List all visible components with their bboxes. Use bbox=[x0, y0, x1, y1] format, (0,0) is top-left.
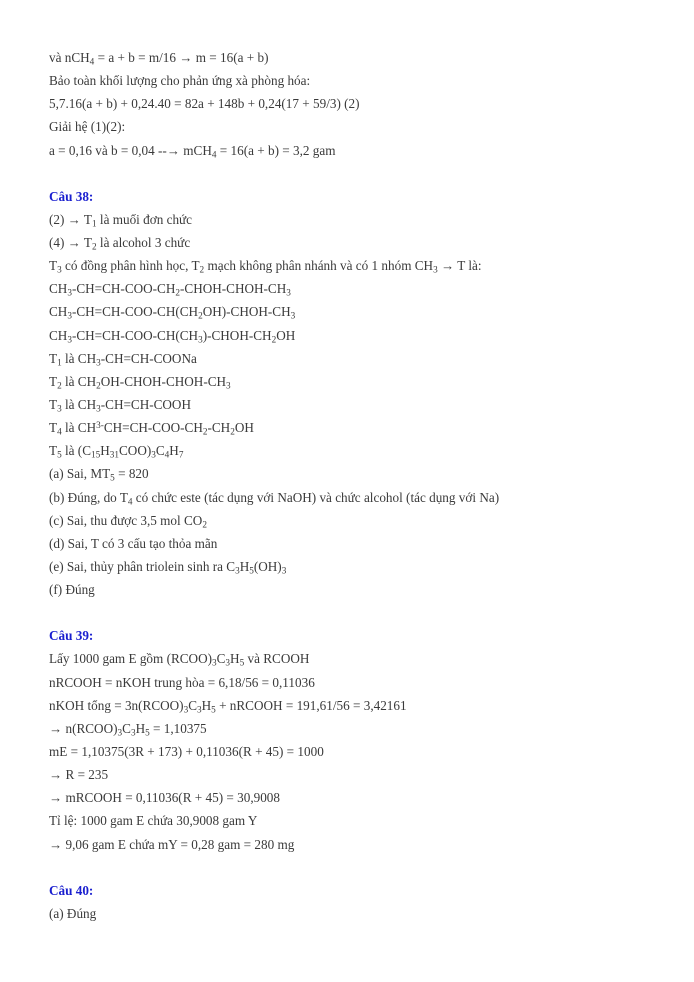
text-line: → $n(RCOO)_3C_3H_5 = 1,10375$ bbox=[49, 720, 207, 738]
text-line: (a) Đúng bbox=[49, 905, 97, 921]
paragraph-gap bbox=[49, 162, 679, 185]
text-line: và nCH$_4$ = a + b = m/16 → m = 16(a + b) bbox=[49, 50, 269, 67]
text-line: $CH_3-CH=CH-COO-CH_2-CHOH-CHOH-CH_3$ bbox=[49, 281, 291, 298]
text-line: a = 0,16 và b = 0,04 --→ mCH$_4$ = 16(a + b) = 3,2 gam bbox=[49, 142, 336, 159]
text-line: (e) Sai, thủy phân triolein sinh ra $C_3H_5(OH)_3$ bbox=[49, 558, 287, 576]
text-line: Tỉ lệ: 1000 gam E chứa 30,9008 gam Y bbox=[49, 813, 258, 829]
question-heading: Câu 40: bbox=[49, 882, 94, 898]
text-line: (f) Đúng bbox=[49, 582, 95, 598]
text-line: $CH_3-CH=CH-COO-CH(CH_2OH)-CHOH-CH_3$ bbox=[49, 304, 296, 321]
paragraph-gap bbox=[49, 601, 679, 624]
text-line: $(2) \to T_1$ là muối đơn chức bbox=[49, 211, 193, 229]
text-line: $CH_3-CH=CH-COO-CH(CH_3)-CHOH-CH_2OH$ bbox=[49, 327, 296, 344]
text-line: 5,7.16(a + b) + 0,24.40 = 82a + 148b + 0,24(17 + 59/3) (2) bbox=[49, 96, 360, 112]
text-line: (b) Đúng, do $T_4$ có chức este (tác dụng với NaOH) và chức alcohol (tác dụng với Na) bbox=[49, 489, 500, 506]
text-line: → 9,06 gam E chứa mY = 0,28 gam = 280 mg bbox=[49, 836, 295, 852]
text-line: $T_4$ là $CH^{3-}CH=CH-COO-CH_2-CH_2OH$ bbox=[49, 419, 254, 437]
text-line: Giải hệ (1)(2): bbox=[49, 119, 126, 135]
text-line: $T_1$ là $CH_3-CH=CH$-COONa bbox=[49, 350, 197, 367]
question-heading: Câu 39: bbox=[49, 628, 94, 644]
text-line: Lấy 1000 gam E gồm $(RCOO)_3C_3H_5$ và RCOOH bbox=[49, 651, 310, 668]
text-line: Bảo toàn khối lượng cho phản ứng xà phòng hóa: bbox=[49, 73, 311, 89]
text-line: nRCOOH = nKOH trung hòa = 6,18/56 = 0,11036 bbox=[49, 674, 315, 690]
text-line: $T_3$ là $CH_3-CH=CH$-COOH bbox=[49, 396, 191, 414]
question-heading: Câu 38: bbox=[49, 188, 94, 204]
text-line: → mRCOOH = 0,11036(R + 45) = 30,9008 bbox=[49, 790, 280, 806]
text-line: $T_2$ là $CH_2OH-CHOH-CHOH-CH_3$ bbox=[49, 373, 231, 391]
text-line: (a) Sai, $MT_5 = 820$ bbox=[49, 466, 149, 483]
text-line: $(4) \to T_2$ là alcohol 3 chức bbox=[49, 234, 191, 252]
text-line: mE = 1,10375(3R + 173) + 0,11036(R + 45) = 1000 bbox=[49, 743, 324, 759]
text-line: (c) Sai, thu được 3,5 mol $CO_2$ bbox=[49, 512, 207, 529]
text-line: → R = 235 bbox=[49, 767, 109, 783]
text-line: nKOH tổng = $3n(RCOO)_3C_3H_5$ + nRCOOH = 191,61/56 = 3,42161 bbox=[49, 697, 407, 714]
text-line: $T_3$ có đồng phân hình học, $T_2$ mạch không phân nhánh và có 1 nhóm $CH_3 \to T$ là: bbox=[49, 258, 482, 275]
document-body bbox=[49, 46, 679, 925]
paragraph-gap bbox=[49, 856, 679, 879]
text-line: $T_5$ là $(C_{15}H_{31}COO)_3C_4H_7$ bbox=[49, 443, 184, 460]
text-line: (d) Sai, T có 3 cấu tạo thỏa mãn bbox=[49, 535, 218, 551]
